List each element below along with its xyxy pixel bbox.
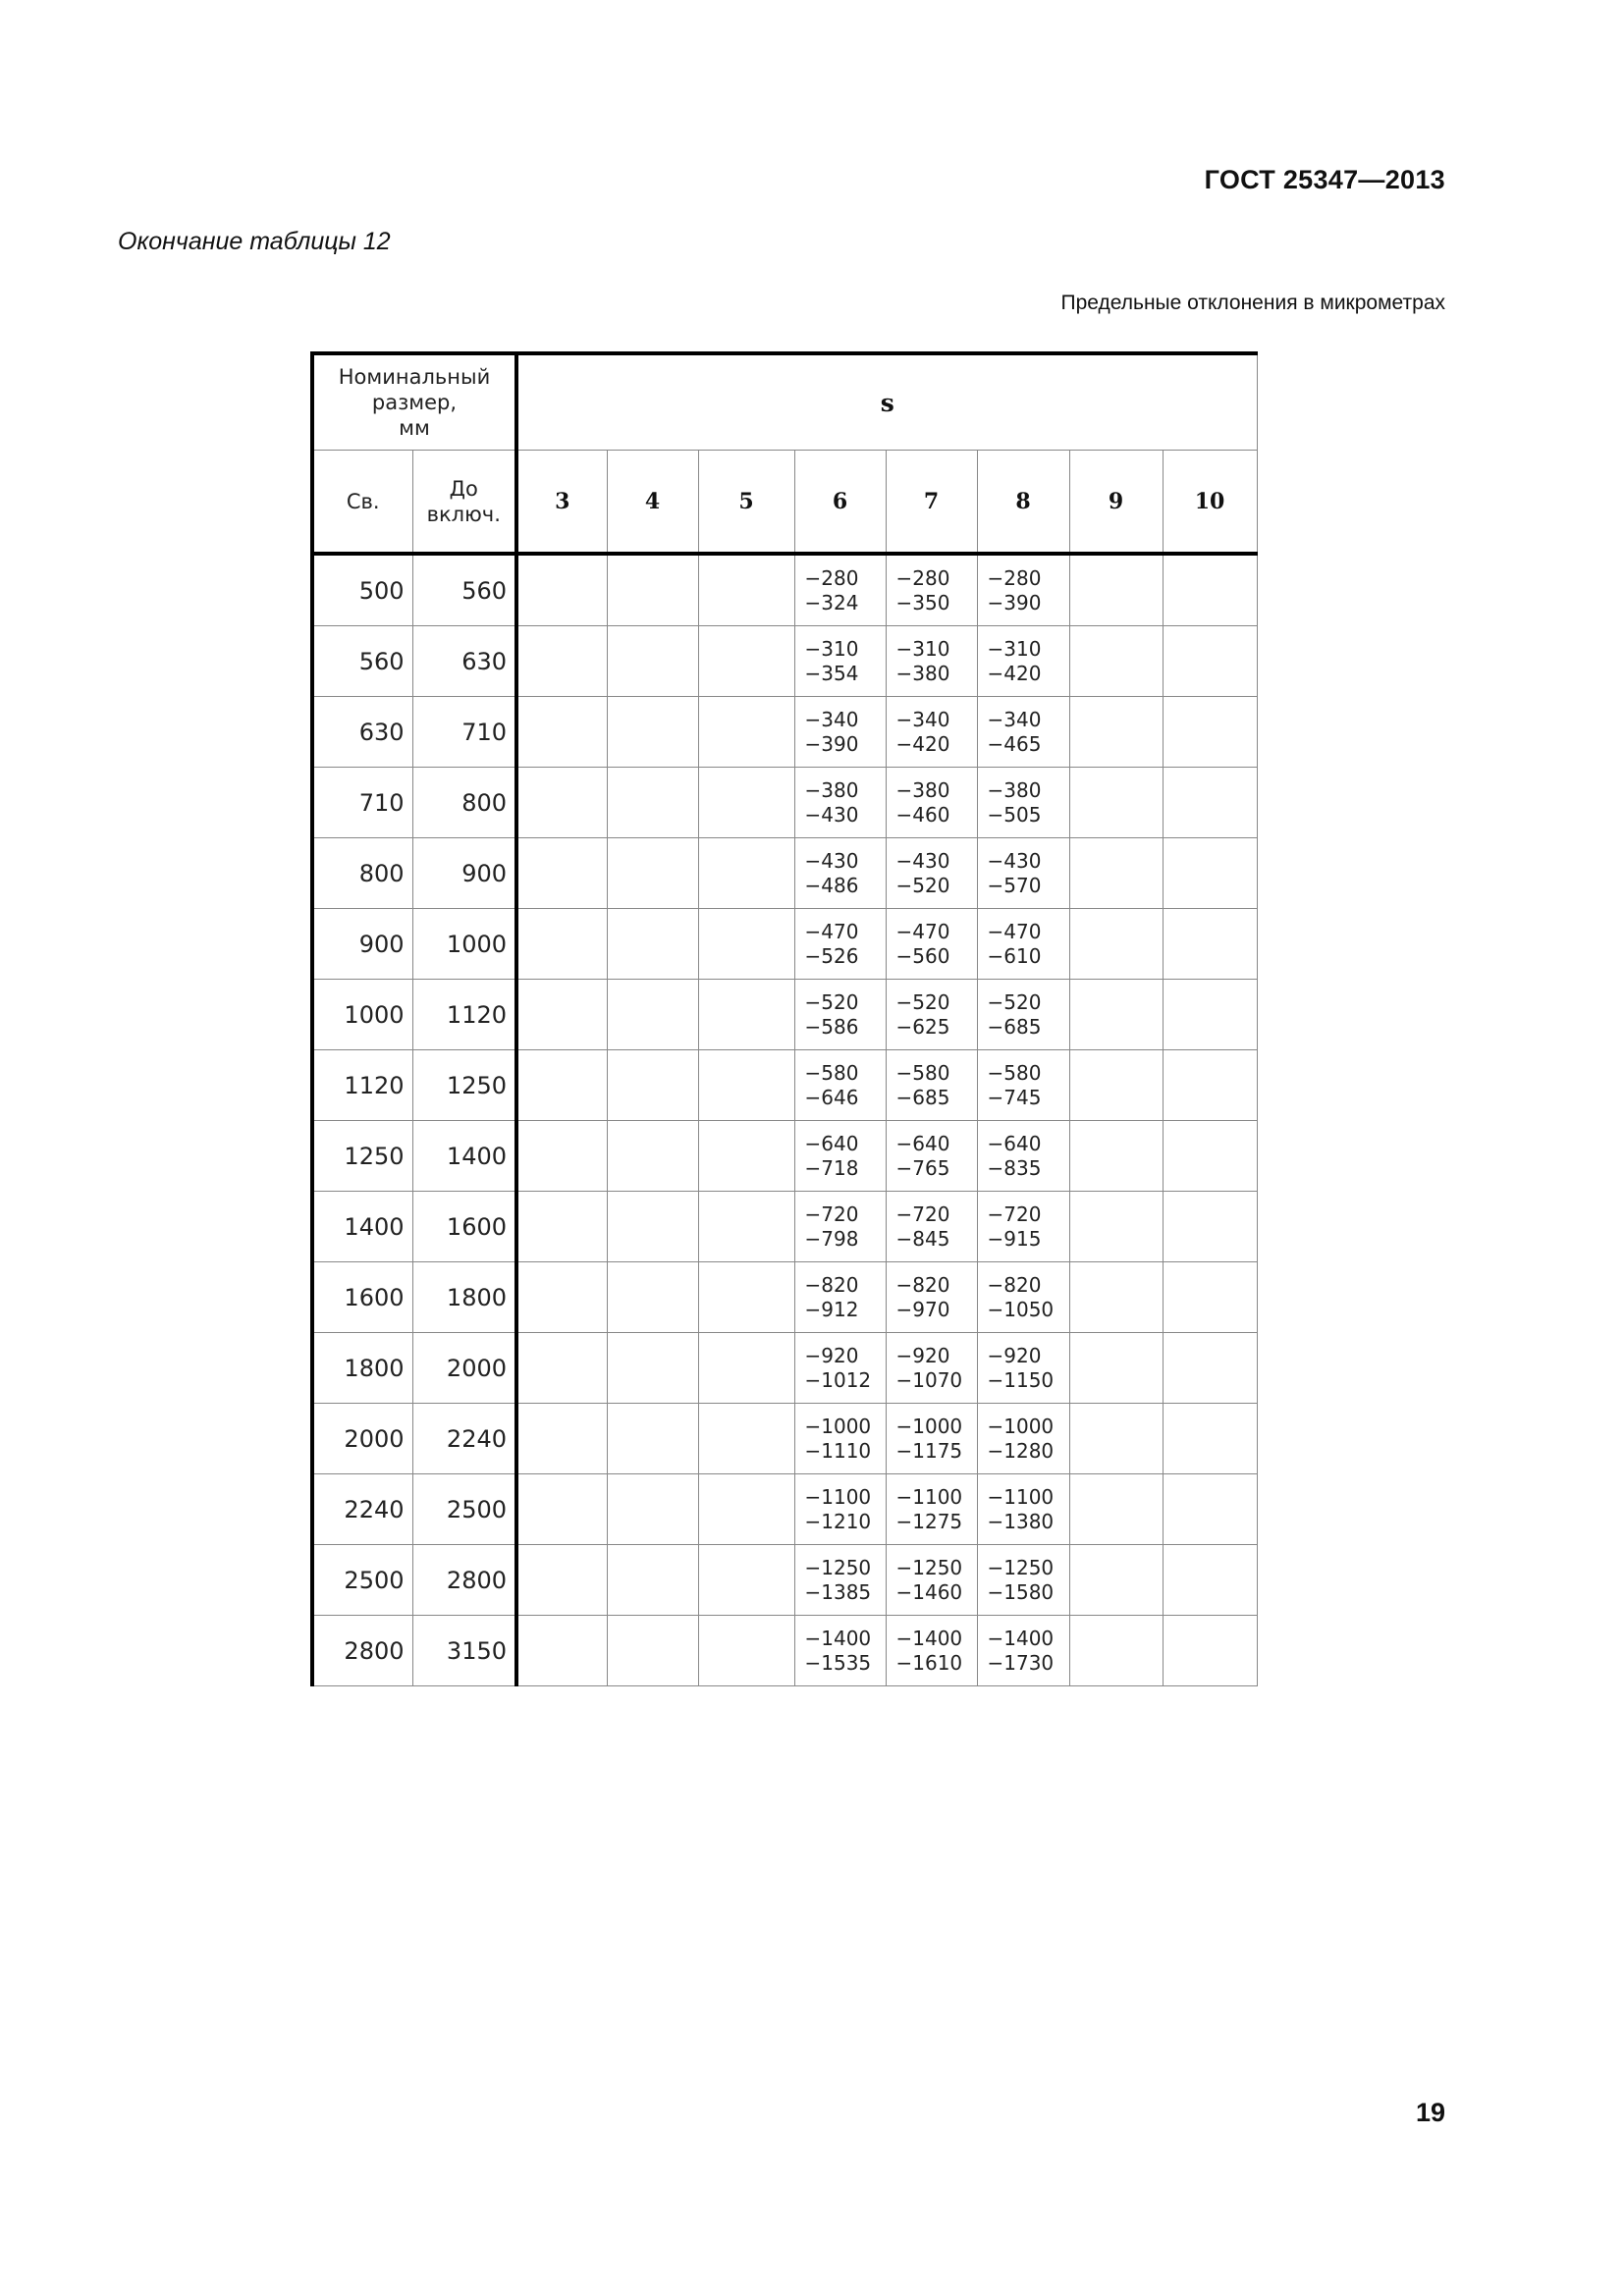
size-to-cell: 1120 — [412, 980, 516, 1050]
upper-deviation: −820 — [895, 1272, 950, 1297]
lower-deviation: −1150 — [987, 1367, 1055, 1392]
table-row — [312, 1121, 1257, 1192]
size-from-cell: 1800 — [312, 1333, 412, 1404]
empty-cell — [698, 1192, 794, 1262]
size-from-cell: 900 — [312, 909, 412, 980]
deviation-cell — [794, 697, 886, 768]
table-row — [312, 1050, 1257, 1121]
upper-deviation: −310 — [895, 636, 950, 661]
empty-cell — [516, 909, 607, 980]
deviation-cell — [886, 1050, 977, 1121]
empty-cell — [1069, 909, 1163, 980]
lower-deviation: −1730 — [987, 1650, 1055, 1675]
empty-cell — [698, 1474, 794, 1545]
lower-deviation: −1012 — [804, 1367, 872, 1392]
upper-deviation: −1000 — [895, 1414, 963, 1438]
empty-cell — [1163, 1121, 1257, 1192]
deviation-cell — [886, 1404, 977, 1474]
deviation-cell — [794, 1545, 886, 1616]
upper-deviation: −580 — [895, 1060, 950, 1085]
empty-cell — [1163, 909, 1257, 980]
lower-deviation: −1070 — [895, 1367, 963, 1392]
lower-deviation: −685 — [987, 1014, 1042, 1039]
empty-cell — [698, 1121, 794, 1192]
size-from-cell: 2000 — [312, 1404, 412, 1474]
lower-deviation: −324 — [804, 590, 859, 614]
lower-deviation: −1210 — [804, 1509, 872, 1533]
deviation-cell — [977, 1121, 1069, 1192]
size-to-cell: 2240 — [412, 1404, 516, 1474]
upper-deviation: −820 — [987, 1272, 1042, 1297]
size-to-cell: 1250 — [412, 1050, 516, 1121]
deviation-cell — [794, 626, 886, 697]
upper-deviation: −640 — [987, 1131, 1042, 1155]
empty-cell — [698, 768, 794, 838]
deviation-cell — [886, 909, 977, 980]
size-to-cell: 1800 — [412, 1262, 516, 1333]
upper-deviation: −1000 — [804, 1414, 872, 1438]
deviation-cell — [886, 1262, 977, 1333]
upper-deviation: −1250 — [987, 1555, 1055, 1579]
table-row — [312, 1474, 1257, 1545]
deviation-cell — [886, 768, 977, 838]
deviation-cell — [886, 980, 977, 1050]
empty-cell — [607, 554, 698, 626]
empty-cell — [607, 1616, 698, 1686]
deviation-cell — [886, 554, 977, 626]
upper-deviation: −470 — [987, 919, 1042, 943]
upper-deviation: −310 — [987, 636, 1042, 661]
upper-deviation: −580 — [987, 1060, 1042, 1085]
lower-deviation: −625 — [895, 1014, 950, 1039]
lower-deviation: −430 — [804, 802, 859, 827]
deviation-cell — [886, 1616, 977, 1686]
size-from-cell: 2240 — [312, 1474, 412, 1545]
table-row — [312, 1192, 1257, 1262]
table-body — [312, 554, 1257, 1686]
table-row — [312, 1333, 1257, 1404]
deviation-cell — [977, 1262, 1069, 1333]
upper-deviation: −430 — [987, 848, 1042, 873]
to-header-line: До — [449, 476, 478, 501]
empty-cell — [1069, 1050, 1163, 1121]
upper-deviation: −580 — [804, 1060, 859, 1085]
empty-cell — [607, 768, 698, 838]
deviation-cell — [977, 980, 1069, 1050]
upper-deviation: −640 — [804, 1131, 859, 1155]
deviation-cell — [977, 1192, 1069, 1262]
size-to-cell: 2500 — [412, 1474, 516, 1545]
upper-deviation: −820 — [804, 1272, 859, 1297]
upper-deviation: −720 — [987, 1201, 1042, 1226]
lower-deviation: −560 — [895, 943, 950, 968]
lower-deviation: −610 — [987, 943, 1042, 968]
deviation-cell — [977, 1545, 1069, 1616]
empty-cell — [698, 697, 794, 768]
deviation-cell — [794, 1050, 886, 1121]
lower-deviation: −1275 — [895, 1509, 963, 1533]
deviation-cell — [977, 1404, 1069, 1474]
empty-cell — [607, 1545, 698, 1616]
upper-deviation: −1250 — [804, 1555, 872, 1579]
empty-cell — [516, 1192, 607, 1262]
grade-header: 6 — [794, 451, 886, 555]
table-row — [312, 1545, 1257, 1616]
deviation-cell — [794, 838, 886, 909]
empty-cell — [1163, 697, 1257, 768]
nominal-header-line: Номинальный — [338, 365, 491, 389]
empty-cell — [516, 768, 607, 838]
lower-deviation: −520 — [895, 873, 950, 897]
upper-deviation: −1100 — [895, 1484, 963, 1509]
deviation-cell — [977, 626, 1069, 697]
size-to-cell: 630 — [412, 626, 516, 697]
table-row — [312, 554, 1257, 626]
upper-deviation: −280 — [895, 565, 950, 590]
upper-deviation: −1250 — [895, 1555, 963, 1579]
lower-deviation: −718 — [804, 1155, 859, 1180]
size-from-cell: 2500 — [312, 1545, 412, 1616]
lower-deviation: −390 — [804, 731, 859, 756]
upper-deviation: −380 — [895, 777, 950, 802]
lower-deviation: −1380 — [987, 1509, 1055, 1533]
deviation-cell — [977, 697, 1069, 768]
deviation-cell — [886, 1545, 977, 1616]
lower-deviation: −586 — [804, 1014, 859, 1039]
nominal-header-line: мм — [399, 416, 430, 440]
upper-deviation: −1400 — [804, 1626, 872, 1650]
empty-cell — [1069, 554, 1163, 626]
empty-cell — [698, 1616, 794, 1686]
grade-header: 4 — [607, 451, 698, 555]
empty-cell — [1069, 1545, 1163, 1616]
empty-cell — [516, 980, 607, 1050]
lower-deviation: −486 — [804, 873, 859, 897]
empty-cell — [1163, 1050, 1257, 1121]
deviation-cell — [886, 838, 977, 909]
deviation-cell — [977, 768, 1069, 838]
empty-cell — [1163, 1474, 1257, 1545]
grade-header: 8 — [977, 451, 1069, 555]
deviation-cell — [794, 1616, 886, 1686]
size-from-cell: 1600 — [312, 1262, 412, 1333]
lower-deviation: −912 — [804, 1297, 859, 1321]
size-from-cell: 710 — [312, 768, 412, 838]
table-row — [312, 1616, 1257, 1686]
lower-deviation: −845 — [895, 1226, 950, 1251]
deviation-cell — [977, 909, 1069, 980]
upper-deviation: −1100 — [987, 1484, 1055, 1509]
lower-deviation: −685 — [895, 1085, 950, 1109]
empty-cell — [607, 1050, 698, 1121]
size-from-cell: 560 — [312, 626, 412, 697]
empty-cell — [516, 554, 607, 626]
table-row — [312, 1404, 1257, 1474]
deviation-cell — [794, 909, 886, 980]
upper-deviation: −520 — [987, 989, 1042, 1014]
deviation-cell — [794, 768, 886, 838]
empty-cell — [1163, 1333, 1257, 1404]
lower-deviation: −970 — [895, 1297, 950, 1321]
size-to-cell: 1600 — [412, 1192, 516, 1262]
empty-cell — [607, 1474, 698, 1545]
deviation-cell — [886, 1121, 977, 1192]
deviation-cell — [794, 1192, 886, 1262]
lower-deviation: −460 — [895, 802, 950, 827]
table-row — [312, 768, 1257, 838]
deviation-cell — [794, 1333, 886, 1404]
size-to-cell: 710 — [412, 697, 516, 768]
to-header-line: включ. — [426, 502, 501, 526]
upper-deviation: −380 — [804, 777, 859, 802]
empty-cell — [698, 838, 794, 909]
deviation-cell — [977, 1474, 1069, 1545]
empty-cell — [1069, 1121, 1163, 1192]
deviation-cell — [886, 626, 977, 697]
upper-deviation: −1000 — [987, 1414, 1055, 1438]
empty-cell — [1163, 626, 1257, 697]
lower-deviation: −350 — [895, 590, 950, 614]
lower-deviation: −1280 — [987, 1438, 1055, 1463]
deviation-cell — [794, 1404, 886, 1474]
to-column-header — [412, 451, 516, 555]
size-from-cell: 500 — [312, 554, 412, 626]
empty-cell — [1069, 1262, 1163, 1333]
empty-cell — [1163, 1545, 1257, 1616]
size-from-cell: 1120 — [312, 1050, 412, 1121]
upper-deviation: −280 — [804, 565, 859, 590]
size-to-cell: 1400 — [412, 1121, 516, 1192]
size-to-cell: 900 — [412, 838, 516, 909]
deviation-cell — [794, 1121, 886, 1192]
lower-deviation: −1050 — [987, 1297, 1055, 1321]
deviation-cell — [794, 1262, 886, 1333]
lower-deviation: −1580 — [987, 1579, 1055, 1604]
empty-cell — [516, 838, 607, 909]
empty-cell — [516, 1404, 607, 1474]
lower-deviation: −465 — [987, 731, 1042, 756]
from-column-header: Св. — [312, 451, 412, 555]
upper-deviation: −920 — [895, 1343, 950, 1367]
empty-cell — [607, 1192, 698, 1262]
upper-deviation: −1100 — [804, 1484, 872, 1509]
lower-deviation: −765 — [895, 1155, 950, 1180]
upper-deviation: −720 — [895, 1201, 950, 1226]
table-row — [312, 626, 1257, 697]
upper-deviation: −340 — [804, 707, 859, 731]
empty-cell — [698, 554, 794, 626]
deviation-cell — [886, 1474, 977, 1545]
upper-deviation: −1400 — [895, 1626, 963, 1650]
grade-header: 9 — [1069, 451, 1163, 555]
upper-deviation: −920 — [987, 1343, 1042, 1367]
lower-deviation: −1175 — [895, 1438, 963, 1463]
size-to-cell: 1000 — [412, 909, 516, 980]
nominal-header-line: размер, — [371, 391, 458, 414]
lower-deviation: −646 — [804, 1085, 859, 1109]
empty-cell — [698, 1545, 794, 1616]
deviation-cell — [794, 980, 886, 1050]
upper-deviation: −340 — [987, 707, 1042, 731]
nominal-size-header — [312, 353, 516, 451]
empty-cell — [698, 1333, 794, 1404]
empty-cell — [1163, 1404, 1257, 1474]
deviation-cell — [977, 1050, 1069, 1121]
empty-cell — [607, 909, 698, 980]
empty-cell — [698, 1262, 794, 1333]
lower-deviation: −420 — [987, 661, 1042, 685]
lower-deviation: −1535 — [804, 1650, 872, 1675]
empty-cell — [1069, 838, 1163, 909]
upper-deviation: −1400 — [987, 1626, 1055, 1650]
empty-cell — [607, 626, 698, 697]
empty-cell — [1163, 1192, 1257, 1262]
size-to-cell: 560 — [412, 554, 516, 626]
deviation-cell — [886, 1333, 977, 1404]
empty-cell — [698, 909, 794, 980]
deviation-cell — [886, 1192, 977, 1262]
lower-deviation: −505 — [987, 802, 1042, 827]
lower-deviation: −390 — [987, 590, 1042, 614]
empty-cell — [1069, 1192, 1163, 1262]
deviation-cell — [977, 1333, 1069, 1404]
empty-cell — [516, 1616, 607, 1686]
empty-cell — [1069, 626, 1163, 697]
upper-deviation: −520 — [895, 989, 950, 1014]
deviation-cell — [977, 838, 1069, 909]
grade-header: 5 — [698, 451, 794, 555]
lower-deviation: −570 — [987, 873, 1042, 897]
lower-deviation: −1110 — [804, 1438, 872, 1463]
table-row — [312, 909, 1257, 980]
empty-cell — [607, 980, 698, 1050]
lower-deviation: −1610 — [895, 1650, 963, 1675]
empty-cell — [1163, 1262, 1257, 1333]
upper-deviation: −470 — [895, 919, 950, 943]
empty-cell — [607, 697, 698, 768]
deviation-cell — [794, 1474, 886, 1545]
empty-cell — [607, 1333, 698, 1404]
empty-cell — [1069, 1404, 1163, 1474]
empty-cell — [516, 1121, 607, 1192]
lower-deviation: −380 — [895, 661, 950, 685]
lower-deviation: −915 — [987, 1226, 1042, 1251]
empty-cell — [1163, 980, 1257, 1050]
size-from-cell: 1400 — [312, 1192, 412, 1262]
upper-deviation: −380 — [987, 777, 1042, 802]
empty-cell — [607, 1404, 698, 1474]
empty-cell — [1069, 1333, 1163, 1404]
table-row — [312, 980, 1257, 1050]
lower-deviation: −798 — [804, 1226, 859, 1251]
upper-deviation: −340 — [895, 707, 950, 731]
size-to-cell: 3150 — [412, 1616, 516, 1686]
empty-cell — [698, 1404, 794, 1474]
document-id: ГОСТ 25347—2013 — [1204, 165, 1445, 194]
table-row — [312, 838, 1257, 909]
empty-cell — [698, 1050, 794, 1121]
table-continuation-caption: Окончание таблицы 12 — [118, 228, 391, 255]
empty-cell — [516, 1545, 607, 1616]
empty-cell — [1069, 768, 1163, 838]
lower-deviation: −1460 — [895, 1579, 963, 1604]
empty-cell — [516, 1050, 607, 1121]
deviation-cell — [977, 554, 1069, 626]
grade-header: 3 — [516, 451, 607, 555]
upper-deviation: −640 — [895, 1131, 950, 1155]
deviation-table — [310, 351, 1258, 1686]
grade-header: 10 — [1163, 451, 1257, 555]
empty-cell — [1069, 697, 1163, 768]
size-to-cell: 2800 — [412, 1545, 516, 1616]
empty-cell — [516, 697, 607, 768]
upper-deviation: −280 — [987, 565, 1042, 590]
units-note: Предельные отклонения в микрометрах — [1060, 292, 1445, 314]
size-from-cell: 1000 — [312, 980, 412, 1050]
table-row — [312, 697, 1257, 768]
table-row — [312, 1262, 1257, 1333]
empty-cell — [1069, 1474, 1163, 1545]
deviation-cell — [794, 554, 886, 626]
empty-cell — [1163, 768, 1257, 838]
empty-cell — [516, 626, 607, 697]
size-to-cell: 2000 — [412, 1333, 516, 1404]
upper-deviation: −470 — [804, 919, 859, 943]
upper-deviation: −430 — [895, 848, 950, 873]
lower-deviation: −354 — [804, 661, 859, 685]
grade-header: 7 — [886, 451, 977, 555]
empty-cell — [698, 626, 794, 697]
upper-deviation: −430 — [804, 848, 859, 873]
upper-deviation: −920 — [804, 1343, 859, 1367]
empty-cell — [516, 1262, 607, 1333]
tolerance-field-header: s — [516, 353, 1257, 451]
lower-deviation: −526 — [804, 943, 859, 968]
lower-deviation: −835 — [987, 1155, 1042, 1180]
deviation-cell — [977, 1616, 1069, 1686]
empty-cell — [1163, 1616, 1257, 1686]
empty-cell — [607, 1121, 698, 1192]
deviation-cell — [886, 697, 977, 768]
lower-deviation: −420 — [895, 731, 950, 756]
empty-cell — [1069, 980, 1163, 1050]
empty-cell — [516, 1333, 607, 1404]
empty-cell — [607, 838, 698, 909]
upper-deviation: −520 — [804, 989, 859, 1014]
size-from-cell: 630 — [312, 697, 412, 768]
empty-cell — [1163, 554, 1257, 626]
lower-deviation: −1385 — [804, 1579, 872, 1604]
empty-cell — [1163, 838, 1257, 909]
size-from-cell: 800 — [312, 838, 412, 909]
page-number: 19 — [1415, 2098, 1445, 2127]
size-from-cell: 2800 — [312, 1616, 412, 1686]
lower-deviation: −745 — [987, 1085, 1042, 1109]
empty-cell — [698, 980, 794, 1050]
empty-cell — [516, 1474, 607, 1545]
upper-deviation: −720 — [804, 1201, 859, 1226]
size-to-cell: 800 — [412, 768, 516, 838]
empty-cell — [607, 1262, 698, 1333]
size-from-cell: 1250 — [312, 1121, 412, 1192]
empty-cell — [1069, 1616, 1163, 1686]
upper-deviation: −310 — [804, 636, 859, 661]
